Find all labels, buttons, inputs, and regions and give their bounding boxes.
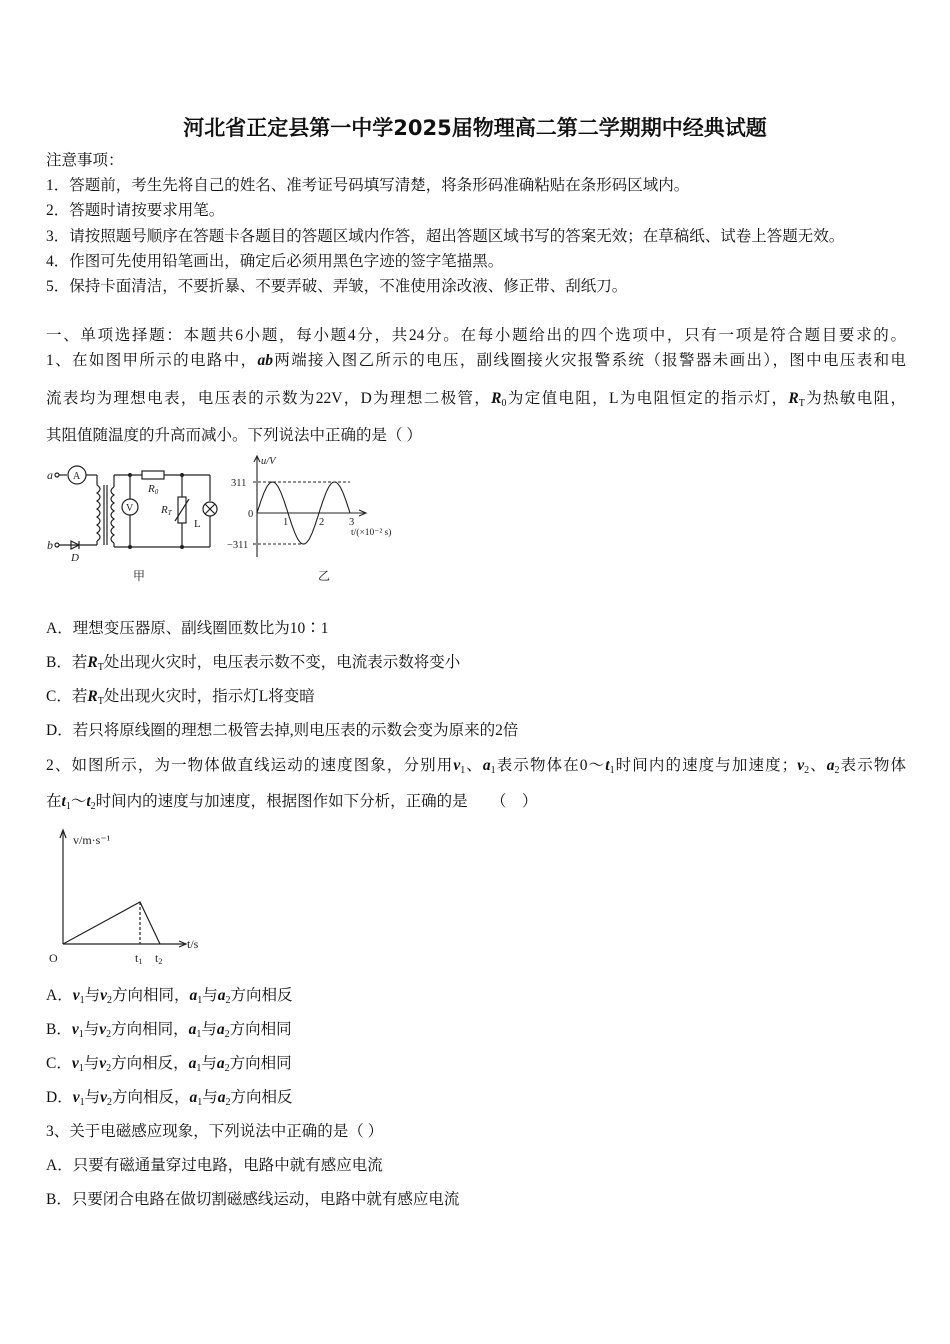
question-3-text: 3、关于电磁感应现象，下列说法中正确的是（ ） (46, 1123, 384, 1140)
voltage-graph (225, 452, 425, 587)
option-b[interactable]: B．$v_1$与$v_2$方向相同，$a_1$与$a_2$方向相同 (46, 1021, 292, 1040)
y-max-label: 311 (231, 478, 247, 489)
question-1-text: 其阻值随温度的升高而减小。下列说法中正确的是（ ） (46, 427, 422, 444)
option-a[interactable]: A．只要有磁通量穿过电路，电路中就有感应电流 (46, 1157, 383, 1174)
rt-label: RT (161, 504, 172, 517)
question-2-text: 在$t_1\sim t_2$时间内的速度与加速度，根据图作如下分析，正确的是 （ ） (46, 793, 538, 812)
ammeter-label: A (73, 471, 81, 482)
option-a[interactable]: A．$v_1$与$v_2$方向相同，$a_1$与$a_2$方向相反 (46, 987, 293, 1006)
option-c[interactable]: C．$v_1$与$v_2$方向相反，$a_1$与$a_2$方向相同 (46, 1055, 292, 1074)
circuit-diagram (45, 455, 245, 585)
y-min-label: −311 (227, 540, 249, 551)
voltmeter-label: V (126, 503, 134, 514)
notes-item: 1．答题前，考生先将自己的姓名、准考证号码填写清楚，将条形码准确粘贴在条形码区域内。 (46, 177, 690, 194)
diode-label: D (71, 552, 79, 564)
origin-label: 0 (248, 509, 254, 520)
notes-item: 4．作图可先使用铅笔画出，确定后必须用黑色字迹的签字笔描黑。 (46, 253, 504, 270)
r0-label: R0 (148, 483, 159, 496)
terminal-a-label: a (47, 468, 53, 482)
section-heading: 一、单项选择题：本题共6小题，每小题4分，共24分。在每小题给出的四个选项中，只有一项是符合题目要求的。 (46, 327, 906, 344)
notes-item: 5．保持卡面清洁，不要折暴、不要弄破、弄皱，不准使用涂改液、修正带、刮纸刀。 (46, 278, 628, 295)
y-axis-label: u/V (261, 456, 276, 467)
x-tick-1: 1 (283, 517, 289, 528)
option-d[interactable]: D．$v_1$与$v_2$方向相反，$a_1$与$a_2$方向相反 (46, 1089, 293, 1108)
x-tick-3: 3 (349, 517, 355, 528)
x-tick-2: 2 (319, 517, 325, 528)
notes-heading: 注意事项： (46, 152, 124, 169)
question-2-text: 2、如图所示，为一物体做直线运动的速度图象，分别用$v_1$、$a_1$表示物体在$0\sim t_1$时间内的速度与加速度；$v_2$、$a_2$表示物体 (46, 757, 906, 776)
lamp-label: L (194, 518, 201, 530)
t-axis-label: t/s (187, 937, 199, 951)
question-1-text: 1、在如图甲所示的电路中，ab两端接入图乙所示的电压，副线圈接火灾报警系统（报警器未画出），图中电压表和电 (46, 352, 906, 369)
option-d[interactable]: D．若只将原线圈的理想二极管去掉,则电压表的示数会变为原来的2倍 (46, 722, 519, 739)
option-c[interactable]: C．若$R_T$处出现火灾时，指示灯L将变暗 (46, 688, 315, 707)
terminal-b-label: b (47, 538, 53, 552)
t1-label: t1 (135, 951, 143, 966)
notes-item: 2．答题时请按要求用笔。 (46, 202, 225, 219)
question-1-text: 流表均为理想电表，电压表的示数为22V，D为理想二极管，$R_0$为定值电阻，L为电阻恒定的指示灯，$R_T$为热敏电阻， (46, 390, 906, 409)
option-b[interactable]: B．只要闭合电路在做切割磁感线运动，电路中就有感应电流 (46, 1191, 460, 1208)
option-a[interactable]: A．理想变压器原、副线圈匝数比为10∶1 (46, 620, 329, 637)
notes-item: 3．请按照题号顺序在答题卡各题目的答题区域内作答，超出答题区域书写的答案无效；在草稿纸、试卷上答题无效。 (46, 228, 845, 245)
origin-label: O (49, 951, 58, 965)
graph-caption: 乙 (318, 569, 331, 583)
velocity-time-graph (45, 824, 215, 969)
circuit-caption: 甲 (133, 569, 146, 583)
option-b[interactable]: B．若$R_T$处出现火灾时，电压表示数不变，电流表示数将变小 (46, 654, 461, 673)
v-axis-label: v/m·s⁻¹ (73, 833, 111, 847)
x-axis-label: t/(×10⁻² s) (351, 528, 392, 538)
t2-label: t2 (155, 951, 163, 966)
page-title: 河北省正定县第一中学2025届物理高二第二学期期中经典试题 (183, 116, 767, 140)
